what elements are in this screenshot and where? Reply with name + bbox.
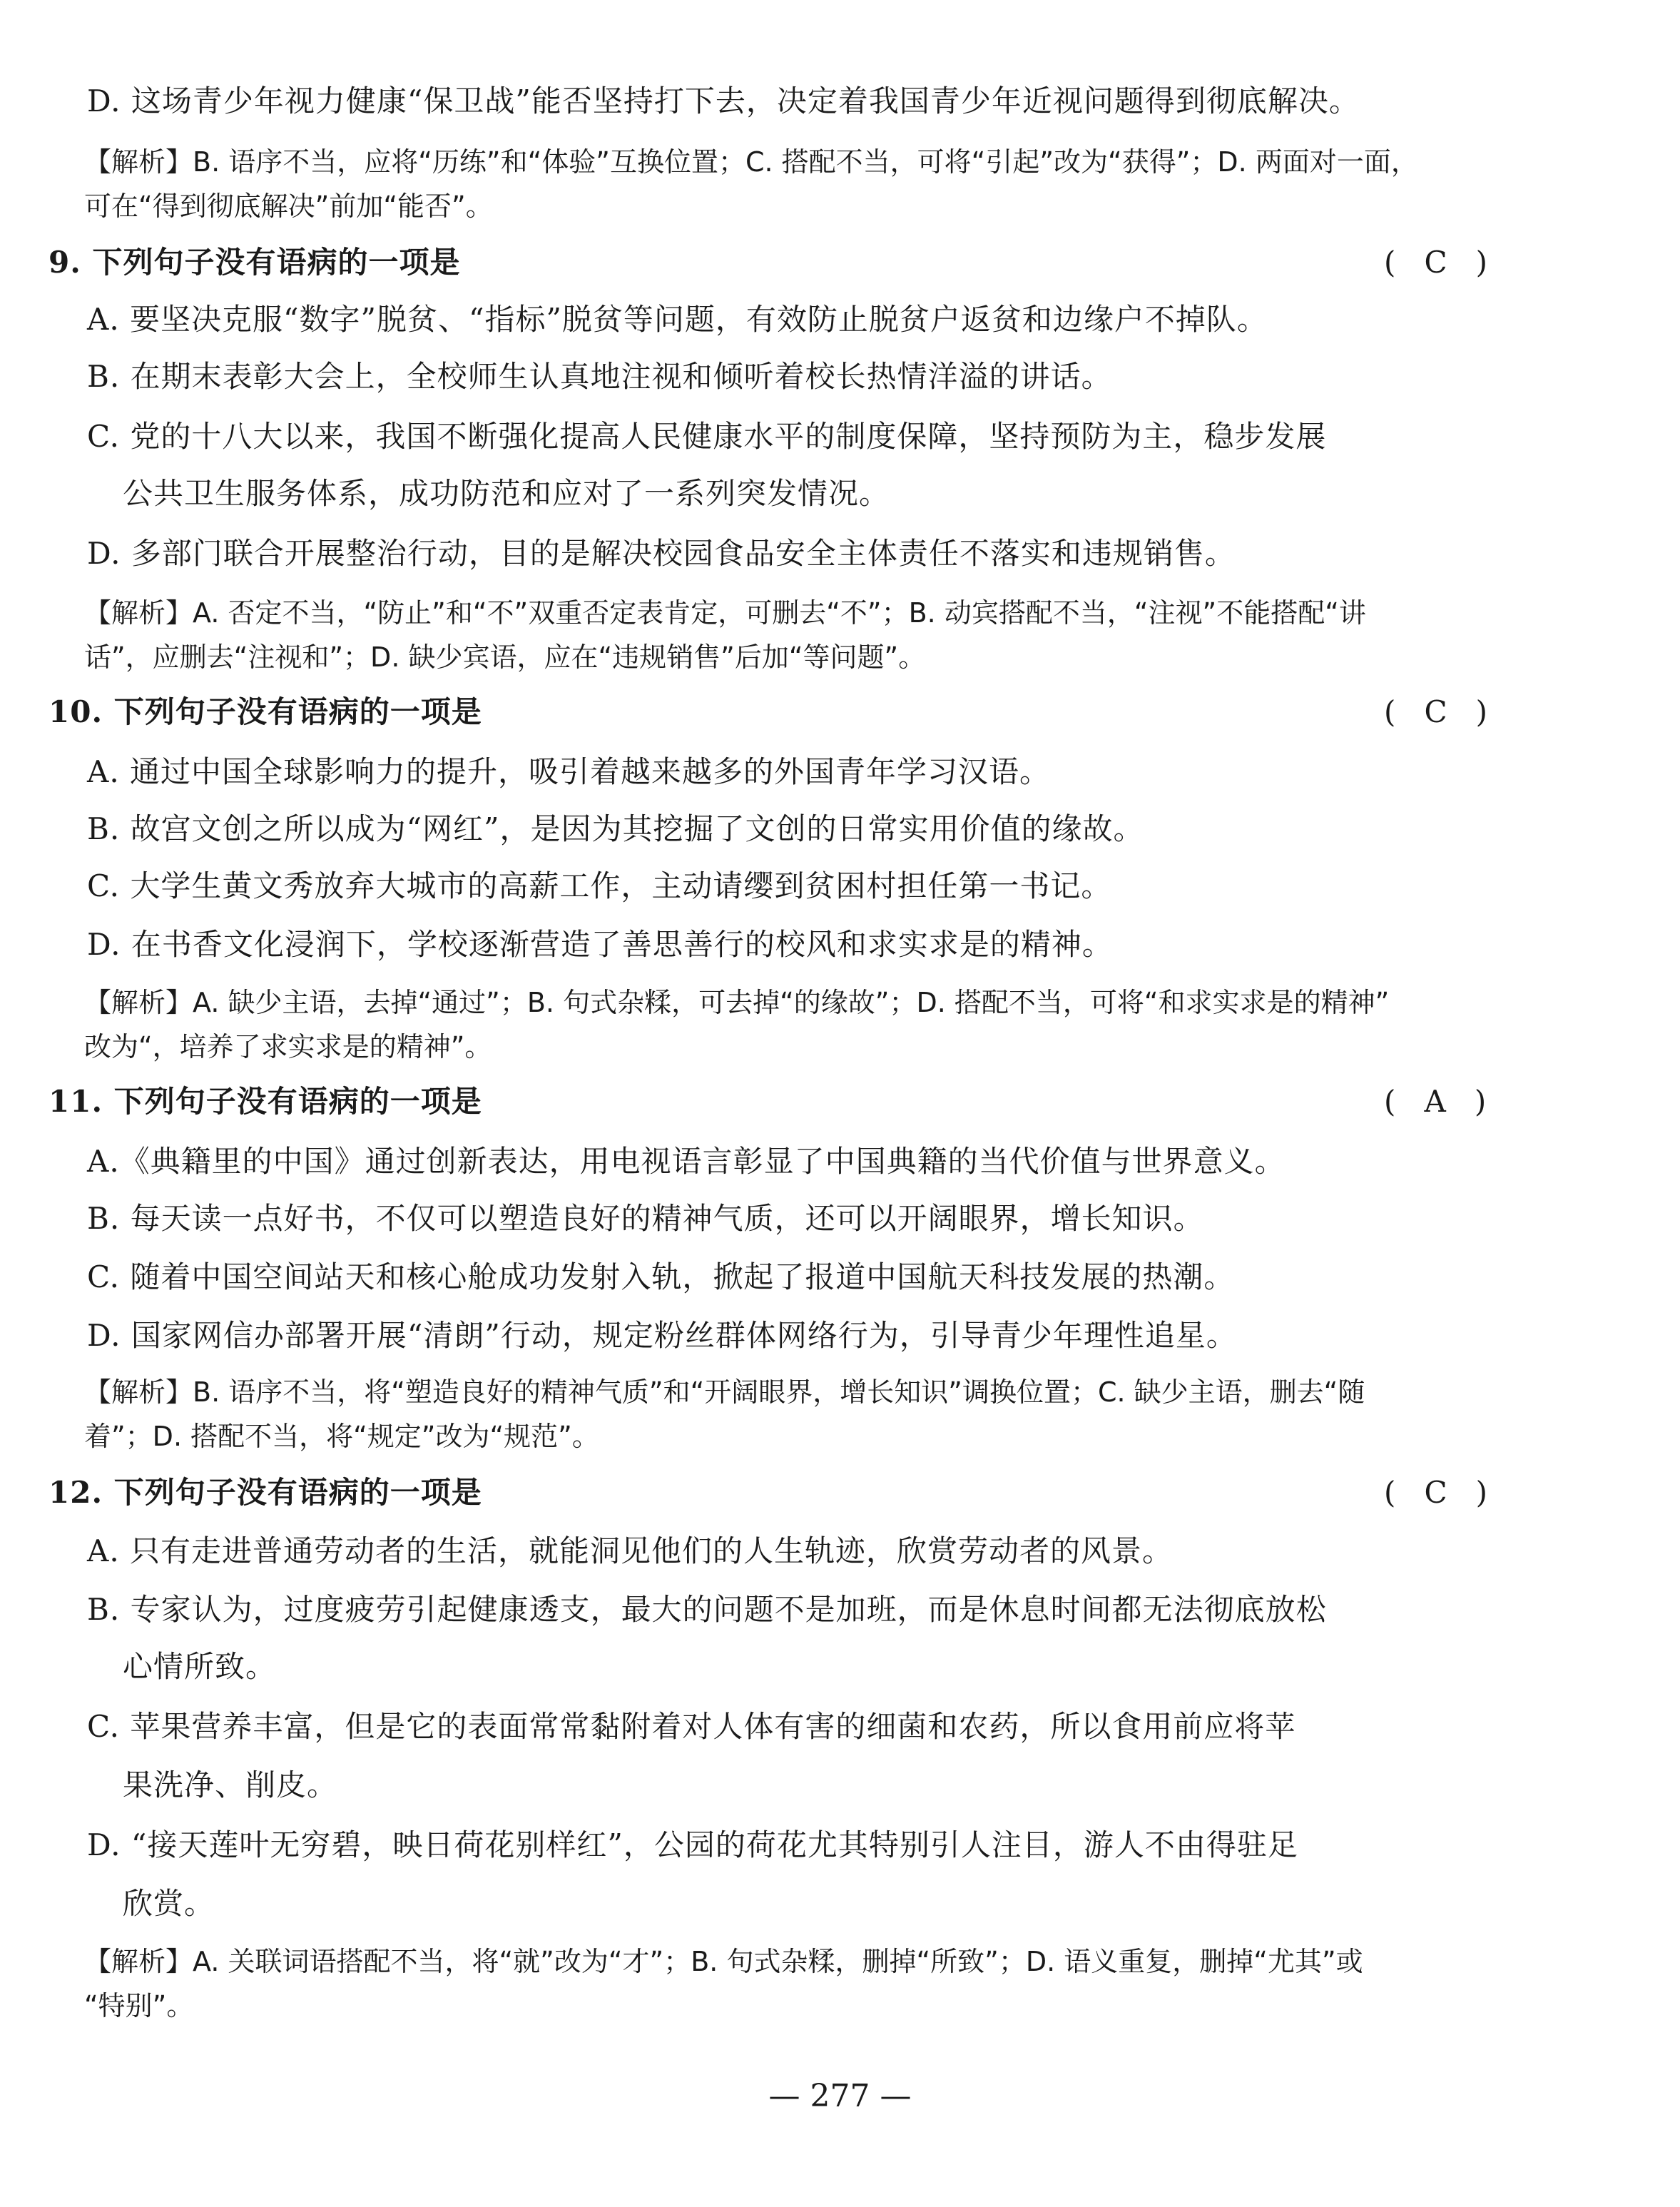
q9-explanation-line-2: 话”，应删去“注视和”；D. 缺少宾语，应在“违规销售”后加“等问题”。 xyxy=(84,641,926,673)
q9-answer: ( C ) xyxy=(1384,245,1488,280)
q12-option-b-line-1: B. 专家认为，过度疲劳引起健康透支，最大的问题不是加班，而是休息时间都无法彻底放松 xyxy=(87,1592,1327,1627)
q10-option-b: B. 故宫文创之所以成为“网红”，是因为其挖掘了文创的日常实用价值的缘故。 xyxy=(87,811,1144,846)
q11-option-c: C. 随着中国空间站天和核心舱成功发射入轨，掀起了报道中国航天科技发展的热潮。 xyxy=(87,1259,1235,1294)
q12-answer: ( C ) xyxy=(1384,1475,1488,1510)
q10-explanation-line-2: 改为“，培养了求实求是的精神”。 xyxy=(84,1031,492,1062)
q11-option-b: B. 每天读一点好书，不仅可以塑造良好的精神气质，还可以开阔眼界，增长知识。 xyxy=(87,1201,1204,1236)
q8-explanation-line-2: 可在“得到彻底解决”前加“能否”。 xyxy=(84,191,493,222)
q8-option-d: D. 这场青少年视力健康“保卫战”能否坚持打下去，决定着我国青少年近视问题得到彻底解决。 xyxy=(87,83,1360,118)
q10-answer: ( C ) xyxy=(1384,694,1488,729)
q12-explanation-line-1: 【解析】A. 关联词语搭配不当，将“就”改为“才”；B. 句式杂糅，删掉“所致”；D. 语义重复，删掉“尤其”或 xyxy=(84,1946,1363,1977)
q9-option-c-line-1: C. 党的十八大以来，我国不断强化提高人民健康水平的制度保障，坚持预防为主，稳步发展 xyxy=(87,419,1327,454)
q11-stem: 11. 下列句子没有语病的一项是 xyxy=(49,1084,482,1119)
q11-option-d: D. 国家网信办部署开展“清朗”行动，规定粉丝群体网络行为，引导青少年理性追星。 xyxy=(87,1318,1237,1353)
q9-option-d: D. 多部门联合开展整治行动，目的是解决校园食品安全主体责任不落实和违规销售。 xyxy=(87,536,1236,571)
q12-option-b-line-2: 心情所致。 xyxy=(123,1649,277,1684)
q12-option-d-line-2: 欣赏。 xyxy=(123,1886,215,1921)
q11-option-a: A.《典籍里的中国》通过创新表达，用电视语言彰显了中国典籍的当代价值与世界意义。 xyxy=(87,1144,1286,1179)
page-number: — 277 — xyxy=(768,2078,912,2114)
q9-stem: 9. 下列句子没有语病的一项是 xyxy=(49,245,461,280)
q10-explanation-line-1: 【解析】A. 缺少主语，去掉“通过”；B. 句式杂糅，可去掉“的缘故”；D. 搭配不当，可将“和求实求是的精神” xyxy=(84,987,1390,1018)
q12-option-d-line-1: D. “接天莲叶无穷碧，映日荷花别样红”，公园的荷花尤其特别引人注目，游人不由得驻足 xyxy=(87,1827,1298,1862)
q10-option-c: C. 大学生黄文秀放弃大城市的高薪工作，主动请缨到贫困村担任第一书记。 xyxy=(87,868,1112,903)
q12-option-c-line-2: 果洗净、削皮。 xyxy=(123,1767,338,1802)
q12-option-a: A. 只有走进普通劳动者的生活，就能洞见他们的人生轨迹，欣赏劳动者的风景。 xyxy=(87,1533,1174,1568)
q11-explanation-line-1: 【解析】B. 语序不当，将“塑造良好的精神气质”和“开阔眼界，增长知识”调换位置；C. 缺少主语，删去“随 xyxy=(84,1376,1365,1408)
q12-explanation-line-2: “特别”。 xyxy=(84,1990,194,2021)
q12-option-c-line-1: C. 苹果营养丰富，但是它的表面常常黏附着对人体有害的细菌和农药，所以食用前应将苹 xyxy=(87,1709,1296,1744)
q10-option-a: A. 通过中国全球影响力的提升，吸引着越来越多的外国青年学习汉语。 xyxy=(87,754,1051,789)
q12-stem: 12. 下列句子没有语病的一项是 xyxy=(49,1475,482,1510)
q9-option-b: B. 在期末表彰大会上，全校师生认真地注视和倾听着校长热情洋溢的讲话。 xyxy=(87,359,1112,394)
q8-explanation-line-1: 【解析】B. 语序不当，应将“历练”和“体验”互换位置；C. 搭配不当，可将“引起”改为“获得”；D. 两面对一面， xyxy=(84,146,1418,178)
q11-explanation-line-2: 着”；D. 搭配不当，将“规定”改为“规范”。 xyxy=(84,1421,599,1452)
q9-option-c-line-2: 公共卫生服务体系，成功防范和应对了一系列突发情况。 xyxy=(123,476,890,511)
q10-option-d: D. 在书香文化浸润下，学校逐渐营造了善思善行的校风和求实求是的精神。 xyxy=(87,927,1113,962)
q9-option-a: A. 要坚决克服“数字”脱贫、“指标”脱贫等问题，有效防止脱贫户返贫和边缘户不掉队。 xyxy=(87,302,1268,337)
q11-answer: ( A ) xyxy=(1384,1084,1487,1119)
q9-explanation-line-1: 【解析】A. 否定不当，“防止”和“不”双重否定表肯定，可删去“不”；B. 动宾搭配不当，“注视”不能搭配“讲 xyxy=(84,597,1366,629)
q10-stem: 10. 下列句子没有语病的一项是 xyxy=(49,694,482,729)
